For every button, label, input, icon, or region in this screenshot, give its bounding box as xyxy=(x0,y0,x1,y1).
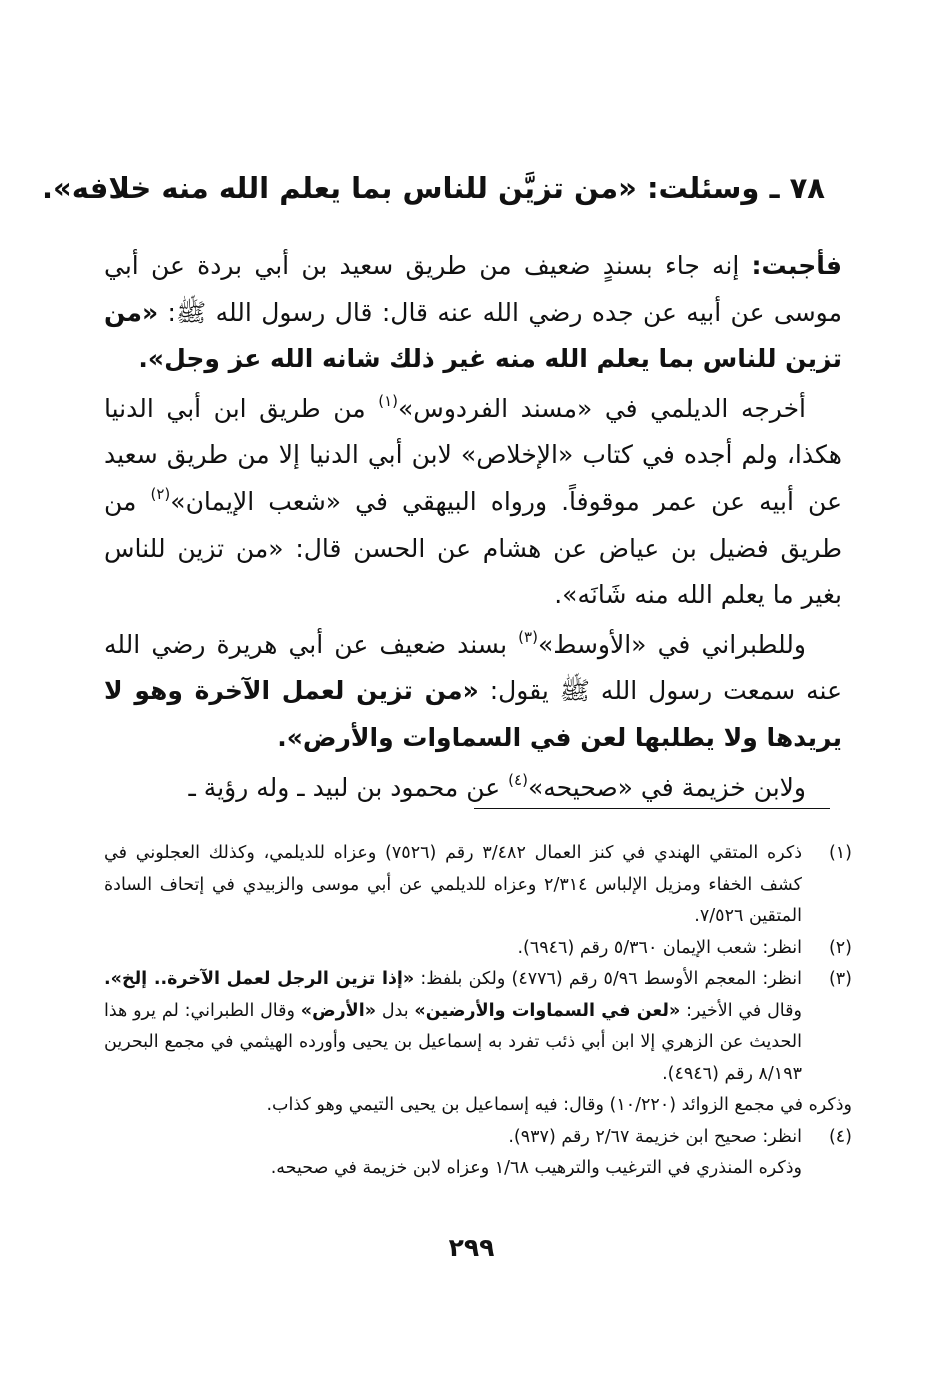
footnote-3-continuation: وذكره في مجمع الزوائد (١٠/٢٢٠) وقال: فيه إسماعيل بن يحيى التيمي وهو كذاب. xyxy=(266,1095,852,1115)
answer-label: فأجبت: xyxy=(751,251,842,280)
takhrij-paragraph xyxy=(104,386,842,619)
paragraph-text: أخرجه الديلمي في «مسند الفردوس» xyxy=(398,393,806,423)
question-number: ٧٨ ـ xyxy=(769,171,825,205)
footnote-2 xyxy=(104,933,852,965)
footnote-bold-quote: «إذا تزين الرجل لعمل الآخرة.. إلخ». xyxy=(104,969,415,989)
footnote-3 xyxy=(104,964,852,1090)
footnote-number: (١) xyxy=(828,843,852,863)
footnote-bold-quote: «لعن في السماوات والأرضين» xyxy=(414,1000,681,1021)
footnote-separator xyxy=(474,808,830,809)
footnote-number: (٤) xyxy=(828,1126,852,1147)
footnote-text: انظر: المعجم الأوسط ٥/٩٦ رقم (٤٧٧٦) ولكن بلفظ: xyxy=(420,969,802,989)
footnote-text: انظر: شعب الإيمان ٥/٣٦٠ رقم (٦٩٤٦). xyxy=(517,937,802,958)
footnote-ref-1[interactable]: (١) xyxy=(378,391,399,410)
footnote-bold-quote: «الأرض» xyxy=(300,1000,377,1021)
hadith-quote: «من تزين للناس بما يعلم الله منه غير ذلك شانه الله عز وجل». xyxy=(104,297,842,374)
paragraph-text: ولابن خزيمة في «صحيحه» xyxy=(527,772,806,802)
answer-text: إنه جاء بسندٍ ضعيف من طريق سعيد بن أبي بردة عن أبي موسى عن أبيه عن جده رضي الله عنه قال: قال رسول الله ﷺ: xyxy=(104,251,842,327)
footnote-text: ذكره المتقي الهندي في كنز العمال ٣/٤٨٢ رقم (٧٥٢٦) وعزاه للديلمي، وكذلك العجلوني في كشف الخفاء ومزيل الإلباس ٢/٣١٤ وعزاه للديلمي عن أبي موسى والزبيدي في إتحاف السادة المتقين ٧/٥٢٦. xyxy=(104,843,802,926)
footnote-text: بدل xyxy=(381,1000,409,1021)
answer-paragraph xyxy=(104,243,842,383)
ibn-khuzaymah-paragraph xyxy=(104,765,842,812)
footnote-text: وقال في الأخير: xyxy=(686,1000,802,1021)
paragraph-text: بسند ضعيف عن أبي هريرة رضي الله عنه سمعت رسول الله ﷺ يقول: xyxy=(104,629,842,706)
footnote-ref-4[interactable]: (٤) xyxy=(508,770,528,789)
footnote-number: (٣) xyxy=(828,969,852,989)
footnote-number: (٢) xyxy=(828,937,852,958)
footnote-4-continuation xyxy=(104,1153,852,1185)
question-heading xyxy=(42,166,825,210)
footnote-text: انظر: صحيح ابن خزيمة ٢/٦٧ رقم (٩٣٧). xyxy=(508,1126,802,1147)
tabarani-paragraph xyxy=(104,622,842,762)
paragraph-text: من طريق فضيل بن عياض عن هشام عن الحسن قال: «من تزين للناس بغير ما يعلم الله منه شَانَه». xyxy=(104,486,842,610)
footnote-1 xyxy=(104,838,852,933)
paragraph-text: عن محمود بن لبيد ـ وله رؤية ـ xyxy=(188,772,501,802)
footnotes xyxy=(104,838,852,1185)
footnote-ref-3[interactable]: (٣) xyxy=(518,627,538,646)
paragraph-text: من طريق ابن أبي الدنيا هكذا، ولم أجده في كتاب «الإخلاص» لابن أبي الدنيا إلا من طريق سعيد عن أبيه عن عمر موقوفاً. ورواه البيهقي في «شعب الإيمان» xyxy=(104,393,842,516)
main-text xyxy=(104,243,842,814)
footnote-text: وذكره المنذري في الترغيب والترهيب ١/٦٨ وعزاه لابن خزيمة في صحيحه. xyxy=(270,1158,802,1178)
footnote-ref-2[interactable]: (٢) xyxy=(150,484,171,503)
footnote-4 xyxy=(104,1122,852,1154)
footnote-text: وقال الطبراني: لم يرو هذا الحديث عن الزهري إلا ابن أبي ذئب تفرد به إسماعيل بن يحيى وأورده الهيثمي في مجمع البحرين ٨/١٩٣ رقم (٤٩٤٦). xyxy=(104,1000,802,1084)
question-quote: «من تزيَّن للناس بما يعلم الله منه خلافه». xyxy=(42,171,637,205)
question-lead: وسئلت: xyxy=(646,171,760,205)
hadith-quote: «من تزين لعمل الآخرة وهو لا يريدها ولا يطلبها لعن في السماوات والأرض». xyxy=(104,676,842,752)
paragraph-text: وللطبراني في «الأوسط» xyxy=(537,629,806,659)
page-number: ٢٩٩ xyxy=(448,1233,495,1262)
